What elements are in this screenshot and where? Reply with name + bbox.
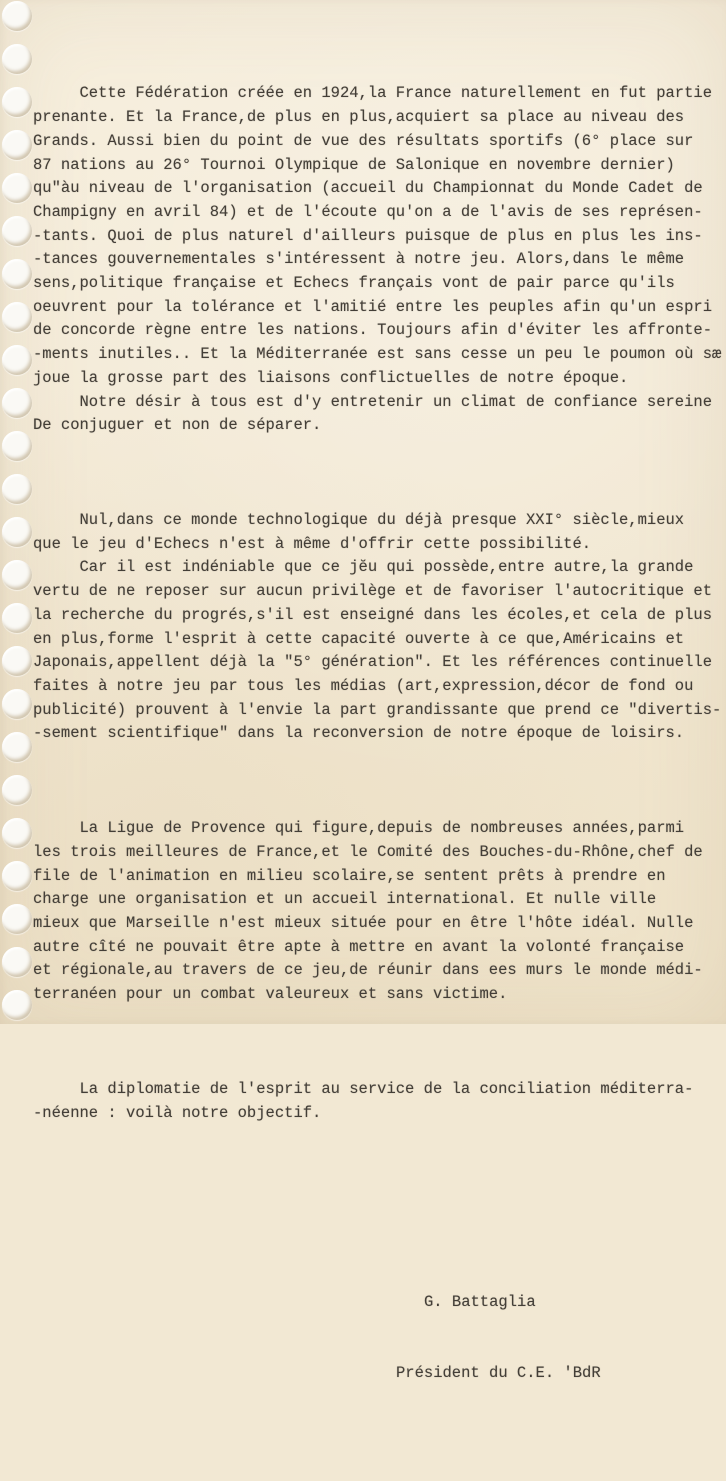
text-line: 87 nations au 26° Tournoi Olympique de Salonique en novembre dernier)	[33, 155, 675, 174]
text-line: Nul,dans ce monde technologique du déjà presque XXI° siècle,mieux	[33, 511, 685, 530]
punch-hole	[2, 474, 32, 504]
punch-hole	[2, 560, 32, 590]
text-line: De conjuguer et non de séparer.	[33, 416, 322, 435]
punch-hole	[2, 990, 32, 1020]
text-line: La Ligue de Provence qui figure,depuis de nombreuses années,parmi	[33, 819, 685, 838]
paragraph-diplomatie	[33, 1078, 726, 1125]
paragraph-federation	[33, 82, 726, 438]
punch-hole	[2, 904, 32, 934]
text-line: joue la grosse part des liaisons conflictuelles de notre époque.	[33, 368, 629, 387]
punch-hole	[2, 302, 32, 332]
text-line: charge une organisation et un accueil international. Et nulle ville	[33, 890, 657, 909]
signature-name: G. Battaglia	[424, 1293, 536, 1312]
punch-hole	[2, 259, 32, 289]
text-line: terranéen pour un combat valeureux et sans victime.	[33, 985, 508, 1004]
paragraph-ligue-provence	[33, 817, 726, 1007]
punch-hole	[2, 216, 32, 246]
punch-hole	[2, 818, 32, 848]
text-line: publicité) prouvent à l'envie la part grandissante que prend ce "divertis-	[33, 700, 722, 719]
text-line: sens,politique française et Echecs français vont de pair parce qu'ils	[33, 274, 675, 293]
punch-hole	[2, 732, 32, 762]
text-line: et régionale,au travers de ce jeu,de réunir dans ees murs le monde médi-	[33, 961, 703, 980]
text-line: -ments inutiles.. Et la Méditerranée est sans cesse un peu le poumon où sæ	[33, 345, 722, 364]
letter-body	[33, 35, 726, 1481]
text-line: -tants. Quoi de plus naturel d'ailleurs puisque de plus en plus les ins-	[33, 226, 703, 245]
paragraph-technologie	[33, 509, 726, 746]
punch-hole	[2, 646, 32, 676]
text-line: Car il est indéniable que ce jĕu qui possède,entre autre,la grande	[33, 558, 694, 577]
text-line: -tances gouvernementales s'intéressent à notre jeu. Alors,dans le même	[33, 250, 685, 269]
text-line: Grands. Aussi bien du point de vue des résultats sportifs (6° place sur	[33, 131, 694, 150]
text-line: file de l'animation en milieu scolaire,se sentent prêts à prendre en	[33, 866, 666, 885]
text-line: de concorde règne entre les nations. Toujours afin d'éviter les affronte-	[33, 321, 713, 340]
punch-hole	[2, 861, 32, 891]
text-line: -néenne : voilà notre objectif.	[33, 1103, 322, 1122]
punch-hole	[2, 947, 32, 977]
text-line: faites à notre jeu par tous les médias (art,expression,décor de fond ou	[33, 676, 694, 695]
text-line: prenante. Et la France,de plus en plus,acquiert sa place au niveau des	[33, 108, 685, 127]
punch-hole	[2, 388, 32, 418]
text-line: les trois meilleures de France,et le Comité des Bouches-du-Rhône,chef de	[33, 842, 703, 861]
binder-holes	[2, 1, 32, 1020]
punch-hole	[2, 130, 32, 160]
text-line: la recherche du progrés,s'il est enseigné dans les écoles,et cela de plus	[33, 605, 713, 624]
signature-title: Président du C.E. 'BdR	[396, 1364, 601, 1383]
punch-hole	[2, 87, 32, 117]
text-line: vertu de ne reposer sur aucun privilège et de favoriser l'autocritique et	[33, 582, 713, 601]
punch-hole	[2, 431, 32, 461]
text-line: Champigny en avril 84) et de l'écoute qu'on a de l'avis de ses représen-	[33, 202, 703, 221]
punch-hole	[2, 689, 32, 719]
punch-hole	[2, 603, 32, 633]
text-line: qu"àu niveau de l'organisation (accueil du Championnat du Monde Cadet de	[33, 179, 703, 198]
text-line: Notre désir à tous est d'y entretenir un climat de confiance sereine	[33, 392, 713, 411]
punch-hole	[2, 1, 32, 31]
text-line: Japonais,appellent déjà la "5° génération". Et les références continuelle	[33, 653, 713, 672]
signature-block	[33, 1244, 726, 1434]
punch-hole	[2, 173, 32, 203]
text-line: La diplomatie de l'esprit au service de la conciliation méditerra-	[33, 1079, 694, 1098]
text-line: oeuvrent pour la tolérance et l'amitié entre les peuples afin qu'un espri	[33, 297, 713, 316]
text-line: que le jeu d'Echecs n'est à même d'offrir cette possibilité.	[33, 534, 592, 553]
text-line: autre cîté ne pouvait être apte à mettre en avant la volonté française	[33, 937, 685, 956]
text-line: -sement scientifique" dans la reconversion de notre époque de loisirs.	[33, 724, 685, 743]
punch-hole	[2, 775, 32, 805]
text-line: en plus,forme l'esprit à cette capacité ouverte à ce que,Américains et	[33, 629, 685, 648]
punch-hole	[2, 517, 32, 547]
text-line: mieux que Marseille n'est mieux située pour en être l'hôte idéal. Nulle	[33, 913, 694, 932]
punch-hole	[2, 44, 32, 74]
text-line: Cette Fédération créée en 1924,la France naturellement en fut partie	[33, 84, 713, 103]
punch-hole	[2, 345, 32, 375]
